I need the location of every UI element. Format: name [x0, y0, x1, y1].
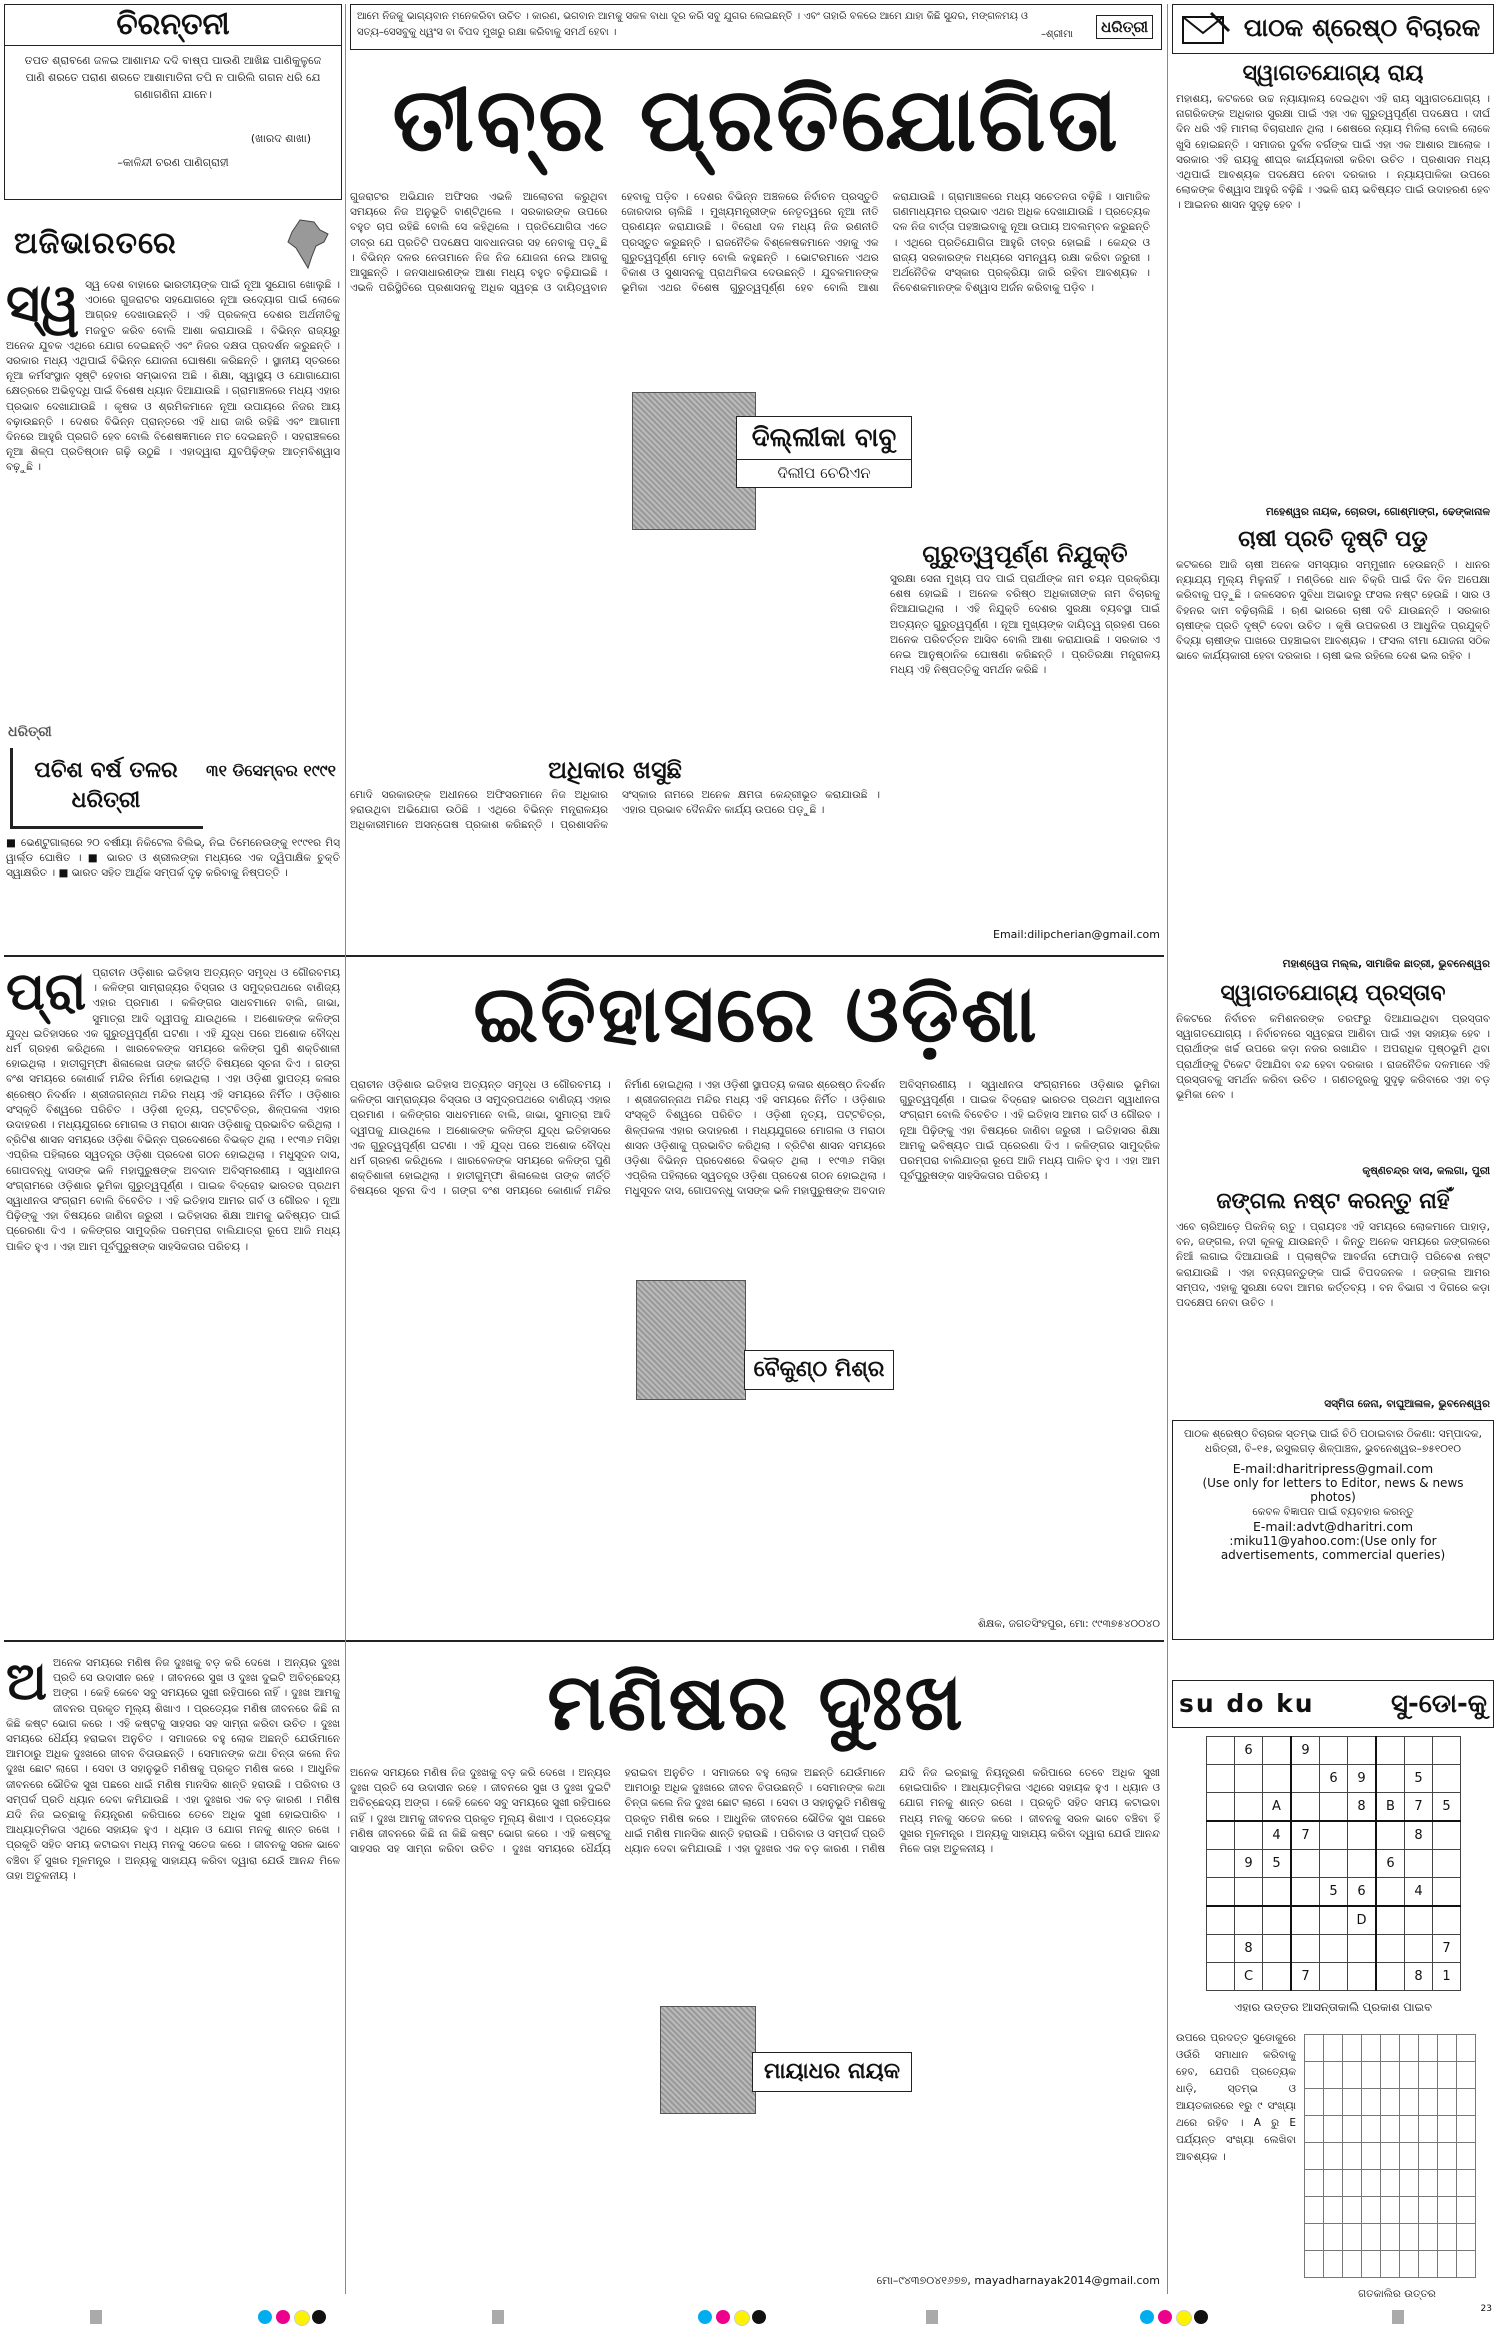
answer-cell — [1419, 2062, 1438, 2089]
advt-label: କେବଳ ବିଜ୍ଞାପନ ପାଇଁ ବ୍ୟବହାର କରନ୍ତୁ — [1252, 1506, 1414, 1518]
sudoku-answer-note: ଏହାର ଉତ୍ତର ଆସନ୍ତାକାଲି ପ୍ରକାଶ ପାଇବ — [1234, 2000, 1432, 2014]
author-photo-mayadhar — [660, 2006, 756, 2114]
sudoku-cell — [1263, 1765, 1292, 1793]
gray-bar-2 — [492, 2310, 504, 2324]
sudoku-cell — [1376, 1906, 1405, 1935]
answer-cell — [1419, 2089, 1438, 2116]
answer-cell — [1400, 2170, 1419, 2197]
answer-cell — [1400, 2197, 1419, 2224]
answer-cell — [1381, 2089, 1400, 2116]
sudoku-cell — [1433, 1765, 1461, 1793]
sudoku-cell — [1376, 1935, 1405, 1963]
sudoku-cell — [1207, 1935, 1235, 1963]
reader-s3-text: ନିକଟରେ ନିର୍ବାଚନ କମିଶନରଙ୍କ ତରଫରୁ ଦିଆଯାଇଥିବା ପ୍ରସ୍ତାବ ସ୍ୱାଗତଯୋଗ୍ୟ । ନିର୍ବାଚନରେ ସ୍ୱଚ୍ଛତା ଆଣିବା ପାଇଁ ଏହା ସହାୟକ ହେବ । ପ୍ରାର୍ଥୀଙ୍କ ଖର୍ଚ୍ଚ ଉପରେ କଡ଼ା ନଜର ରଖାଯିବ । ଅପରାଧିକ ପୃଷ୍ଠଭୂମି ଥିବା ପ୍ରାର୍ଥୀଙ୍କୁ ଟିକେଟ ଦିଆଯିବା ବନ୍ଦ ହେବା ଦରକାର । ରାଜନୈତିକ ଦଳମାନେ ଏହି ପ୍ରସ୍ତାବକୁ ସମର୍ଥନ କରିବା ଉଚିତ । ଗଣତନ୍ତ୍ରକୁ ସୁଦୃଢ଼ କରିବାରେ ଏହା ବଡ଼ ଭୂମିକା ନେବ । — [1176, 1013, 1490, 1102]
sudoku-cell: 5 — [1263, 1850, 1292, 1878]
answer-cell — [1305, 2116, 1324, 2143]
article1-sub1 — [890, 536, 1160, 982]
sudoku-cell — [1263, 1737, 1292, 1765]
sudoku-cell — [1235, 1906, 1263, 1935]
baikuntha-name: ବୈକୁଣ୍ଠ ମିଶ୍ର — [753, 1357, 885, 1382]
sudoku-cell — [1433, 1737, 1461, 1765]
reader-banner — [1172, 4, 1494, 54]
answer-cell — [1305, 2035, 1324, 2062]
sudoku-cell — [1348, 1737, 1377, 1765]
answer-cell — [1324, 2224, 1343, 2251]
answer-cell — [1457, 2251, 1476, 2278]
sudoku-cell: 7 — [1405, 1793, 1433, 1822]
answer-cell — [1400, 2224, 1419, 2251]
sudoku-cell — [1405, 1935, 1433, 1963]
sudoku-cell — [1376, 1963, 1405, 1991]
sudoku-cell — [1263, 1963, 1292, 1991]
sudoku-cell — [1291, 1935, 1320, 1963]
india-map-icon — [280, 216, 336, 276]
sudoku-cell — [1291, 1878, 1320, 1907]
chirantani-poem: ତପତ ଶ୍ରାବଣେ ଜଳଇ ଆଶାମନ୍ଦ ଦଦି ବାଷ୍ପ ପାଉଣି ଆଖିଛ ପାଣିକୁଳୁଜେ ପାଣି ଶରତେ ପରାଣ ଶରତେ ଆଶାମାତିନା ତପି ନ ପାରିଲି ଗଗନ ଧରି ଯେ ଗଣାଗଣିନା ଯାନେ। — [24, 54, 322, 101]
manishara-body: ଅନେକ ସମୟରେ ମଣିଷ ନିଜ ଦୁଃଖକୁ ବଡ଼ କରି ଦେଖେ । ଅନ୍ୟର ଦୁଃଖ ପ୍ରତି ସେ ଉଦାସୀନ ରହେ । ଜୀବନରେ ସୁଖ ଓ ଦୁଃଖ ଦୁଇଟି ଅବିଚ୍ଛେଦ୍ୟ ଅଙ୍ଗ । କେହି କେବେ ସବୁ ସମୟରେ ସୁଖୀ ରହିପାରେ ନାହିଁ । ଦୁଃଖ ଆମକୁ ଜୀବନର ପ୍ରକୃତ ମୂଲ୍ୟ ଶିଖାଏ । ପ୍ରତ୍ୟେକ ମଣିଷ ଜୀବନରେ କିଛି ନା କିଛି କଷ୍ଟ ଭୋଗ କରେ । ଏହି କଷ୍ଟକୁ ସାହସର ସହ ସାମ୍ନା କରିବା ଉଚିତ । ଦୁଃଖ ସମୟରେ ଧୈର୍ଯ୍ୟ ହରାଇବା ଅନୁଚିତ । ସମାଜରେ ବହୁ ଲୋକ ଅଛନ୍ତି ଯେଉଁମାନେ ଆମଠାରୁ ଅଧିକ ଦୁଃଖରେ ଜୀବନ ବିତାଉଛନ୍ତି । ସେମାନଙ୍କ କଥା ଚିନ୍ତା କଲେ ନିଜ ଦୁଃଖ ଛୋଟ ଲାଗେ । ସେବା ଓ ସହାନୁଭୂତି ମଣିଷକୁ ପ୍ରକୃତ ମଣିଷ କରେ । ଆଧୁନିକ ଜୀବନରେ ଭୌତିକ ସୁଖ ପଛରେ ଧାଇଁ ମଣିଷ ମାନସିକ ଶାନ୍ତି ହରାଉଛି । ପରିବାର ଓ ସମ୍ପର୍କ ପ୍ରତି ଧ୍ୟାନ ଦେବା କମିଯାଉଛି । ଏହା ଦୁଃଖର ଏକ ବଡ଼ କାରଣ । ମଣିଷ ଯଦି ନିଜ ଇଚ୍ଛାକୁ ନିୟନ୍ତ୍ରଣ କରିପାରେ ତେବେ ଅଧିକ ସୁଖୀ ହୋଇପାରିବ । ଆଧ୍ୟାତ୍ମିକତା ଏଥିରେ ସହାୟକ ହୁଏ । ଧ୍ୟାନ ଓ ଯୋଗ ମନକୁ ଶାନ୍ତ ରଖେ । ପ୍ରକୃତି ସହିତ ସମୟ କଟାଇବା ମଧ୍ୟ ମନକୁ ସତେଜ କରେ । ଜୀବନକୁ ସରଳ ଭାବେ ବଞ୍ଚିବା ହିଁ ସୁଖର ମୂଳମନ୍ତ୍ର । ଅନ୍ୟକୁ ସାହାଯ୍ୟ କରିବା ଦ୍ୱାରା ଯେଉଁ ଆନନ୍ଦ ମିଳେ ତାହା ଅତୁଳନୀୟ । — [6, 1657, 340, 1882]
editor-email-note: (Use only for letters to Editor, news & news photos) — [1202, 1476, 1464, 1504]
answer-cell — [1400, 2035, 1419, 2062]
chirantani-box — [4, 4, 342, 200]
quote-credit: –ଶ୍ରୀମା — [1041, 29, 1073, 40]
answer-cell — [1362, 2170, 1381, 2197]
answer-cell — [1457, 2143, 1476, 2170]
sudoku-cell — [1348, 1963, 1377, 1991]
answer-cell — [1362, 2116, 1381, 2143]
sudoku-cell — [1207, 1793, 1235, 1822]
reader-s3-title: ସ୍ୱାଗତଯୋଗ୍ୟ ପ୍ରସ୍ତାବ — [1220, 981, 1446, 1006]
pachisa-logo: ଧରିତ୍ରୀ — [8, 724, 52, 740]
sudoku-cell — [1291, 1850, 1320, 1878]
answer-cell — [1457, 2116, 1476, 2143]
ajibhaba-dropcap: ସ୍ୱ — [6, 278, 80, 334]
answer-cell — [1438, 2089, 1457, 2116]
sudoku-cell: A — [1263, 1793, 1292, 1822]
vrule-1 — [345, 4, 346, 2294]
answer-cell — [1324, 2143, 1343, 2170]
sudoku-cell — [1320, 1821, 1348, 1850]
sudoku-cell — [1291, 1765, 1320, 1793]
itihasa-text-columns: ପ୍ରାଚୀନ ଓଡ଼ିଶାର ଇତିହାସ ଅତ୍ୟନ୍ତ ସମୃଦ୍ଧ ଓ ଗୌରବମୟ । କଳିଙ୍ଗ ସାମ୍ରାଜ୍ୟର ବିସ୍ତାର ଓ ସମୁଦ୍ରପଥରେ ବାଣିଜ୍ୟ ଏହାର ପ୍ରମାଣ । କଳିଙ୍ଗର ସାଧବମାନେ ବାଲି, ଜାଭା, ସୁମାତ୍ରା ଆଦି ଦ୍ୱୀପକୁ ଯାଉଥିଲେ । ଅଶୋକଙ୍କ କଳିଙ୍ଗ ଯୁଦ୍ଧ ଇତିହାସରେ ଏକ ଗୁରୁତ୍ୱପୂର୍ଣ୍ଣ ଘଟଣା । ଏହି ଯୁଦ୍ଧ ପରେ ଅଶୋକ ବୌଦ୍ଧ ଧର୍ମ ଗ୍ରହଣ କରିଥିଲେ । ଖାରବେଳଙ୍କ ସମୟରେ କଳିଙ୍ଗ ପୁଣି ଶକ୍ତିଶାଳୀ ହୋଇଥିଲା । ହାତୀଗୁମ୍ଫା ଶିଳାଲେଖ ତାଙ୍କ କୀର୍ତ୍ତି ବିଷୟରେ ସୂଚନା ଦିଏ । ଗଙ୍ଗ ବଂଶ ସମୟରେ କୋଣାର୍କ ମନ୍ଦିର ନିର୍ମାଣ ହୋଇଥିଲା । ଏହା ଓଡ଼ିଶୀ ସ୍ଥାପତ୍ୟ କଳାର ଶ୍ରେଷ୍ଠ ନିଦର୍ଶନ । ଶ୍ରୀଜଗନ୍ନାଥ ମନ୍ଦିର ମଧ୍ୟ ଏହି ସମୟରେ ନିର୍ମିତ । ଓଡ଼ିଶାର ସଂସ୍କୃତି ବିଶ୍ୱରେ ପରିଚିତ । ଓଡ଼ିଶୀ ନୃତ୍ୟ, ପଟ୍ଟଚିତ୍ର, ଶିଳ୍ପକଳା ଏହାର ଉଦାହରଣ । ମଧ୍ୟଯୁଗରେ ମୋଗଲ ଓ ମରାଠା ଶାସନ ଓଡ଼ିଶାକୁ ପ୍ରଭାବିତ କରିଥିଲା । ବ୍ରିଟିଶ ଶାସନ ସମୟରେ ଓଡ଼ିଶା ବିଭିନ୍ନ ପ୍ରଦେଶରେ ବିଭକ୍ତ ଥିଲା । ୧୯୩୬ ମସିହା ଏପ୍ରିଲ ପହିଲାରେ ସ୍ୱତନ୍ତ୍ର ଓଡ଼ିଶା ପ୍ରଦେଶ ଗଠନ ହୋଇଥିଲା । ମଧୁସୂଦନ ଦାସ, ଗୋପବନ୍ଧୁ ଦାସଙ୍କ ଭଳି ମହାପୁରୁଷଙ୍କ ଅବଦାନ ଅବିସ୍ମରଣୀୟ । ସ୍ୱାଧୀନତା ସଂଗ୍ରାମରେ ଓଡ଼ିଶାର ଭୂମିକା ଗୁରୁତ୍ୱପୂର୍ଣ୍ଣ । ପାଇକ ବିଦ୍ରୋହ ଭାରତର ପ୍ରଥମ ସ୍ୱାଧୀନତା ସଂଗ୍ରାମ ବୋଲି ବିବେଚିତ । ଏହି ଇତିହାସ ଆମର ଗର୍ବ ଓ ଗୌରବ । ନୂଆ ପିଢ଼ିଙ୍କୁ ଏହା ବିଷୟରେ ଜାଣିବା ଜରୁରୀ । ଇତିହାସର ଶିକ୍ଷା ଆମକୁ ଭବିଷ୍ୟତ ପାଇଁ ପ୍ରେରଣା ଦିଏ । କଳିଙ୍ଗର ସାମୁଦ୍ରିକ ପରମ୍ପରା ବାଲିଯାତ୍ରା ରୂପେ ଆଜି ମଧ୍ୟ ପାଳିତ ହୁଏ । ଏହା ଆମ ପୂର୍ବପୁରୁଷଙ୍କ ସାହସିକତାର ପରିଚୟ । — [350, 1079, 1160, 1198]
answer-cell — [1362, 2143, 1381, 2170]
answer-cell — [1324, 2251, 1343, 2278]
sudoku-cell: 7 — [1291, 1963, 1320, 1991]
sudoku-cell — [1320, 1935, 1348, 1963]
answer-cell — [1457, 2089, 1476, 2116]
page-number: 23 — [1480, 2304, 1492, 2314]
pachisa-text: ■ ଭେଣ୍ଟୁଗାଲାରେ ୨୦ ବର୍ଷୀୟା ନିକିଟେଲ ବିଲିଭ୍, ନିଇ ତିମେନେଉଙ୍କୁ ୧୯୯୧ର ମିସ୍ ୱାର୍ଲ୍ଡ ଘୋଷିତ । ■ ଭାରତ ଓ ଶ୍ରୀଲଙ୍କା ମଧ୍ୟରେ ଏକ ଦ୍ୱିପାକ୍ଷିକ ଚୁକ୍ତି ସ୍ୱାକ୍ଷରିତ । ■ ଭାରତ ସହିତ ଆର୍ଥିକ ସମ୍ପର୍କ ଦୃଢ଼ କରିବାକୁ ନିଷ୍ପତ୍ତି । — [6, 837, 340, 880]
reader-address: ପାଠକ ଶ୍ରେଷ୍ଠ ବିଚାରକ ସ୍ତମ୍ଭ ପାଇଁ ଚିଠି ପଠାଇବାର ଠିକଣା: ସମ୍ପାଦକ, ଧରିତ୍ରୀ, ବି–୧୫, ରସୁଲଗଡ଼ ଶିଳ୍ପାଞ୍ଚଳ, ଭୁବନେଶ୍ୱର–୭୫୧୦୧୦ — [1183, 1428, 1483, 1455]
sudoku-cell: 7 — [1291, 1821, 1320, 1850]
sudoku-cell: 9 — [1348, 1765, 1377, 1793]
sudoku-cell — [1348, 1821, 1377, 1850]
manishara-headline: ମଣିଷର ଦୁଃଖ — [547, 1658, 965, 1748]
pachisa-box — [4, 724, 342, 832]
sub1-title: ଗୁରୁତ୍ୱପୂର୍ଣ୍ଣ ନିଯୁକ୍ତି — [922, 540, 1128, 568]
itihasa-body: ପ୍ରାଚୀନ ଓଡ଼ିଶାର ଇତିହାସ ଅତ୍ୟନ୍ତ ସମୃଦ୍ଧ ଓ ଗୌରବମୟ । କଳିଙ୍ଗ ସାମ୍ରାଜ୍ୟର ବିସ୍ତାର ଓ ସମୁଦ୍ରପଥରେ ବାଣିଜ୍ୟ ଏହାର ପ୍ରମାଣ । କଳିଙ୍ଗର ସାଧବମାନେ ବାଲି, ଜାଭା, ସୁମାତ୍ରା ଆଦି ଦ୍ୱୀପକୁ ଯାଉଥିଲେ । ଅଶୋକଙ୍କ କଳିଙ୍ଗ ଯୁଦ୍ଧ ଇତିହାସରେ ଏକ ଗୁରୁତ୍ୱପୂର୍ଣ୍ଣ ଘଟଣା । ଏହି ଯୁଦ୍ଧ ପରେ ଅଶୋକ ବୌଦ୍ଧ ଧର୍ମ ଗ୍ରହଣ କରିଥିଲେ । ଖାରବେଳଙ୍କ ସମୟରେ କଳିଙ୍ଗ ପୁଣି ଶକ୍ତିଶାଳୀ ହୋଇଥିଲା । ହାତୀଗୁମ୍ଫା ଶିଳାଲେଖ ତାଙ୍କ କୀର୍ତ୍ତି ବିଷୟରେ ସୂଚନା ଦିଏ । ଗଙ୍ଗ ବଂଶ ସମୟରେ କୋଣାର୍କ ମନ୍ଦିର ନିର୍ମାଣ ହୋଇଥିଲା । ଏହା ଓଡ଼ିଶୀ ସ୍ଥାପତ୍ୟ କଳାର ଶ୍ରେଷ୍ଠ ନିଦର୍ଶନ । ଶ୍ରୀଜଗନ୍ନାଥ ମନ୍ଦିର ମଧ୍ୟ ଏହି ସମୟରେ ନିର୍ମିତ । ଓଡ଼ିଶାର ସଂସ୍କୃତି ବିଶ୍ୱରେ ପରିଚିତ । ଓଡ଼ିଶୀ ନୃତ୍ୟ, ପଟ୍ଟଚିତ୍ର, ଶିଳ୍ପକଳା ଏହାର ଉଦାହରଣ । ମଧ୍ୟଯୁଗରେ ମୋଗଲ ଓ ମରାଠା ଶାସନ ଓଡ଼ିଶାକୁ ପ୍ରଭାବିତ କରିଥିଲା । ବ୍ରିଟିଶ ଶାସନ ସମୟରେ ଓଡ଼ିଶା ବିଭିନ୍ନ ପ୍ରଦେଶରେ ବିଭକ୍ତ ଥିଲା । ୧୯୩୬ ମସିହା ଏପ୍ରିଲ ପହିଲାରେ ସ୍ୱତନ୍ତ୍ର ଓଡ଼ିଶା ପ୍ରଦେଶ ଗଠନ ହୋଇଥିଲା । ମଧୁସୂଦନ ଦାସ, ଗୋପବନ୍ଧୁ ଦାସଙ୍କ ଭଳି ମହାପୁରୁଷଙ୍କ ଅବଦାନ ଅବିସ୍ମରଣୀୟ । ସ୍ୱାଧୀନତା ସଂଗ୍ରାମରେ ଓଡ଼ିଶାର ଭୂମିକା ଗୁରୁତ୍ୱପୂର୍ଣ୍ଣ । ପାଇକ ବିଦ୍ରୋହ ଭାରତର ପ୍ରଥମ ସ୍ୱାଧୀନତା ସଂଗ୍ରାମ ବୋଲି ବିବେଚିତ । ଏହି ଇତିହାସ ଆମର ଗର୍ବ ଓ ଗୌରବ । ନୂଆ ପିଢ଼ିଙ୍କୁ ଏହା ବିଷୟରେ ଜାଣିବା ଜରୁରୀ । ଇତିହାସର ଶିକ୍ଷା ଆମକୁ ଭବିଷ୍ୟତ ପାଇଁ ପ୍ରେରଣା ଦିଏ । କଳିଙ୍ଗର ସାମୁଦ୍ରିକ ପରମ୍ପରା ବାଲିଯାତ୍ରା ରୂପେ ଆଜି ମଧ୍ୟ ପାଳିତ ହୁଏ । ଏହା ଆମ ପୂର୍ବପୁରୁଷଙ୍କ ସାହସିକତାର ପରିଚୟ । — [6, 967, 340, 1253]
answer-cell — [1305, 2251, 1324, 2278]
answer-cell — [1438, 2143, 1457, 2170]
sudoku-prev-label: ଗତକାଲିର ଉତ୍ତର — [1358, 2288, 1436, 2300]
answer-cell — [1324, 2035, 1343, 2062]
sudoku-cell: 6 — [1320, 1765, 1348, 1793]
answer-cell — [1457, 2224, 1476, 2251]
sudoku-cell — [1207, 1765, 1235, 1793]
sudoku-cell — [1207, 1850, 1235, 1878]
sub2-text: ମୋଦି ସରକାରଙ୍କ ଅଧୀନରେ ଅଫିସରମାନେ ନିଜ ଅଧିକାର ହରାଉଥିବା ଅଭିଯୋଗ ଉଠିଛି । ଏଥିରେ ବିଭିନ୍ନ ମନ୍ତ୍ରାଳୟର ଅଧିକାରୀମାନେ ଅସନ୍ତୋଷ ପ୍ରକାଶ କରିଛନ୍ତି । ପ୍ରଶାସନିକ ସଂସ୍କାର ନାମରେ ଅନେକ କ୍ଷମତା କେନ୍ଦ୍ରୀଭୂତ କରାଯାଉଛି । ଏହାର ପ୍ରଭାବ ଦୈନନ୍ଦିନ କାର୍ଯ୍ୟ ଉପରେ ପଡ଼ୁଛି । — [350, 789, 880, 832]
reg-mark-2 — [698, 2310, 778, 2324]
answer-cell — [1438, 2116, 1457, 2143]
manishara-contact: ମୋ–୯୪୩୭୦୪୧୬୭୭, mayadharnayak2014@gmail.com — [876, 2274, 1160, 2287]
pachisa-date: ୩୧ ଡିସେମ୍ବର ୧୯୯୧ — [206, 761, 336, 780]
sudoku-cell: 9 — [1235, 1850, 1263, 1878]
answer-cell — [1324, 2116, 1343, 2143]
reader-s3-sign: କୃଷ୍ଣଚନ୍ଦ୍ର ଦାସ, କଲଗା, ପୁରୀ — [1362, 1165, 1490, 1177]
itihasa-headline: ଇତିହାସରେ ଓଡ଼ିଶା — [473, 970, 1039, 1060]
answer-cell — [1305, 2089, 1324, 2116]
answer-cell — [1457, 2197, 1476, 2224]
reader-s1-sign: ମହେଶ୍ୱର ନାୟକ, ଚୋରଡା, ଗୋଶ୍ମାଙ୍ଗ, ଢେଙ୍କାନାଳ — [1265, 506, 1490, 518]
sudoku-header — [1172, 1680, 1494, 1728]
sudoku-cell: 6 — [1235, 1737, 1263, 1765]
gray-bar-3 — [926, 2310, 938, 2324]
answer-cell — [1419, 2197, 1438, 2224]
reg-mark-3 — [1140, 2310, 1220, 2324]
sudoku-cell — [1207, 1963, 1235, 1991]
answer-cell — [1419, 2143, 1438, 2170]
answer-cell — [1305, 2224, 1324, 2251]
sudoku-title-right: ସୁ-ଡୋ-କୁ — [1391, 1689, 1487, 1719]
ajibhaba-text — [6, 278, 340, 718]
answer-cell — [1381, 2251, 1400, 2278]
sudoku-cell — [1235, 1765, 1263, 1793]
quote-text: ଆମେ ନିଜକୁ ଭାଗ୍ୟବାନ ମନେକରିବା ଉଚିତ । କାରଣ, ଭଗବାନ ଆମକୁ ସକଳ ବାଧା ଦୂର କରି ସବୁ ଯୁଗର ଲେଇଛନ୍ତି । ଏବଂ ତାହାରି ବଳରେ ଆମେ ଯାହା କିଛି ସୁନ୍ଦର, ମଙ୍ଗଳମୟ ଓ ସତ୍ୟ–ସେସବୁକୁ ଧ୍ୱଂସ ବା ବିପଦ ମୁଖରୁ ରକ୍ଷା କରିବାକୁ ସମର୍ଥ ହେବା । — [357, 11, 1028, 38]
sudoku-cell — [1207, 1878, 1235, 1907]
sudoku-cell — [1433, 1850, 1461, 1878]
sudoku-cell — [1376, 1821, 1405, 1850]
sudoku-cell — [1291, 1793, 1320, 1822]
reader-s4-text: ଏବେ ଚାରିଆଡ଼େ ପିକନିକ୍ ଋତୁ । ପ୍ରାୟତଃ ଏହି ସମୟରେ ଲୋକମାନେ ପାହାଡ଼, ବନ, ଜଙ୍ଗଲ, ନଦୀ କୂଳକୁ ଯାଉଛନ୍ତି । କିନ୍ତୁ ଅନେକ ସମୟରେ ଜଙ୍ଗଲରେ ନିଆଁ ଲଗାଇ ଦିଆଯାଉଛି । ପ୍ଲାଷ୍ଟିକ ଆବର୍ଜନା ଫୋପାଡ଼ି ପରିବେଶ ନଷ୍ଟ କରାଯାଉଛି । ଏହା ବନ୍ୟଜନ୍ତୁଙ୍କ ପାଇଁ ବିପଦଜନକ । ଜଙ୍ଗଲ ଆମର ସମ୍ପଦ, ଏହାକୁ ସୁରକ୍ଷା ଦେବା ଆମର କର୍ତ୍ତବ୍ୟ । ବନ ବିଭାଗ ଏ ଦିଗରେ କଡ଼ା ପଦକ୍ଷେପ ନେବା ଉଚିତ । — [1176, 1221, 1490, 1310]
sudoku-cell: 8 — [1235, 1935, 1263, 1963]
sudoku-cell — [1376, 1878, 1405, 1907]
answer-cell — [1324, 2062, 1343, 2089]
answer-cell — [1305, 2170, 1324, 2197]
sudoku-cell — [1405, 1906, 1433, 1935]
sudoku-cell — [1320, 1737, 1348, 1765]
reader-address-box — [1172, 1420, 1494, 1640]
answer-cell — [1362, 2035, 1381, 2062]
sudoku-cell — [1207, 1821, 1235, 1850]
sudoku-cell — [1348, 1935, 1377, 1963]
author-name: ଦିଲ୍ଲୀକା ବାବୁ — [751, 423, 897, 453]
dilip-email[interactable]: Email:dilipcherian@gmail.com — [993, 928, 1160, 941]
sudoku-cell: 1 — [1433, 1963, 1461, 1991]
sudoku-cell — [1405, 1850, 1433, 1878]
dharitri-logo: ଧରିତ୍ରୀ — [1096, 15, 1153, 39]
answer-cell — [1362, 2224, 1381, 2251]
answer-cell — [1400, 2089, 1419, 2116]
sudoku-prev-answer — [1304, 2034, 1476, 2278]
advt-email-2[interactable]: :miku11@yahoo.com:(Use only for advertisements, commercial queries) — [1220, 1534, 1446, 1562]
sudoku-cell — [1348, 1850, 1377, 1878]
answer-cell — [1343, 2116, 1362, 2143]
main-headline: ତୀବ୍ର ପ୍ରତିଯୋଗିତା — [392, 68, 1120, 171]
answer-cell — [1343, 2224, 1362, 2251]
answer-cell — [1381, 2035, 1400, 2062]
answer-cell — [1438, 2170, 1457, 2197]
reader-s2-sign: ମହାଶ୍ୱେତା ମଲ୍ଲ, ସାମାଜିକ ଛାତ୍ରୀ, ଭୁବନେଶ୍ୱର — [1282, 958, 1490, 970]
chirantani-source: (ଖାରଦ ଶାଖା) — [250, 132, 311, 145]
answer-cell — [1343, 2143, 1362, 2170]
reader-s1-text: ମହାଶୟ, କଟକରେ ଉଚ୍ଚ ନ୍ୟାୟାଳୟ ଦେଇଥିବା ଏହି ରାୟ ସ୍ୱାଗତଯୋଗ୍ୟ । ନାଗରିକଙ୍କ ଅଧିକାର ସୁରକ୍ଷା ପାଇଁ ଏହା ଏକ ଗୁରୁତ୍ୱପୂର୍ଣ୍ଣ ପଦକ୍ଷେପ । ଦୀର୍ଘ ଦିନ ଧରି ଏହି ମାମଲା ବିଚାରାଧୀନ ଥିଲା । ଶେଷରେ ନ୍ୟାୟ ମିଳିଲା ବୋଲି ଲୋକେ ଖୁସି ହୋଇଛନ୍ତି । ସମାଜର ଦୁର୍ବଳ ବର୍ଗଙ୍କ ପାଇଁ ଏହା ଏକ ଆଶାର ଆଲୋକ । ସରକାର ଏହି ରାୟକୁ ଶୀଘ୍ର କାର୍ଯ୍ୟକାରୀ କରିବା ଉଚିତ । ପ୍ରଶାସନ ମଧ୍ୟ ଏଥିପାଇଁ ଆବଶ୍ୟକ ପଦକ୍ଷେପ ନେବା ଦରକାର । ନ୍ୟାୟପାଳିକା ଉପରେ ଲୋକଙ୍କ ବିଶ୍ୱାସ ଆହୁରି ବଢ଼ିଛି । ଏଭଳି ରାୟ ଭବିଷ୍ୟତ ପାଇଁ ଉଦାହରଣ ହେବ । ଆଇନର ଶାସନ ସୁଦୃଢ଼ ହେବ । — [1176, 93, 1490, 212]
answer-cell — [1400, 2143, 1419, 2170]
answer-cell — [1457, 2170, 1476, 2197]
answer-cell — [1343, 2062, 1362, 2089]
sudoku-title-left: su do ku — [1179, 1689, 1315, 1718]
answer-cell — [1324, 2197, 1343, 2224]
sudoku-cell — [1263, 1878, 1292, 1907]
footer-marks — [0, 2304, 1500, 2330]
sudoku-cell — [1207, 1737, 1235, 1765]
answer-cell — [1438, 2197, 1457, 2224]
manishara-dropcap: ଅ — [6, 1656, 48, 1712]
answer-cell — [1305, 2062, 1324, 2089]
ajibhaba-title: ଅଜିଭାରତରେ — [14, 226, 177, 261]
mayadhar-name-box — [752, 2052, 912, 2092]
sudoku-instructions: ଉପରେ ପ୍ରଦତ୍ତ ସୁଡୋକୁରେ ଓଉଁରି ସମାଧାନ କରିବାକୁ ହେବ, ଯେପରି ପ୍ରତ୍ୟେକ ଧାଡ଼ି, ସ୍ତମ୍ଭ ଓ ଆୟତକାରରେ ୧ରୁ ୯ ସଂଖ୍ୟା ଥରେ ରହିବ । A ରୁ E ପର୍ଯ୍ୟନ୍ତ ସଂଖ୍ୟା ଲେଖିବା ଆବଶ୍ୟକ । — [1176, 2032, 1296, 2163]
answer-cell — [1381, 2170, 1400, 2197]
sudoku-cell — [1376, 1737, 1405, 1765]
sudoku-cell: 8 — [1348, 1793, 1377, 1822]
chirantani-author: –କାଳିନ୍ଦୀ ଚରଣ ପାଣିଗ୍ରାହୀ — [117, 156, 229, 169]
mayadhar-name: ମାୟାଧର ନାୟକ — [764, 2059, 900, 2084]
sudoku-cell — [1207, 1906, 1235, 1935]
sudoku-cell — [1405, 1737, 1433, 1765]
answer-cell — [1343, 2089, 1362, 2116]
sudoku-grid-wrap — [1206, 1736, 1461, 1991]
article1-text: ଗୁଜରାଟର ଅଭିଯାନ ଅଫିସର ଏଭଳି ଆଲୋଚନା କରୁଥିବା ସମୟରେ ନିଜ ଅନୁଭୂତି ବାଣ୍ଟିଥିଲେ । ସରକାରଙ୍କ ଉପରେ ବହୁତ ଚାପ ରହିଛି ବୋଲି ସେ କହିଥିଲେ । ପ୍ରତିଯୋଗିତା ଏତେ ତୀବ୍ର ଯେ ପ୍ରତିଟି ପଦକ୍ଷେପ ସାବଧାନତାର ସହ ନେବାକୁ ପଡ଼ୁଛି । ବିଭିନ୍ନ ଦଳର ନେତାମାନେ ନିଜ ନିଜ ଯୋଜନା ନେଇ ଆଗକୁ ଆସୁଛନ୍ତି । ଜନସାଧାରଣଙ୍କ ଆଶା ମଧ୍ୟ ବହୁତ ବଢ଼ିଯାଇଛି । ଏଭଳି ପରିସ୍ଥିତିରେ ପ୍ରଶାସନକୁ ଅଧିକ ସ୍ୱଚ୍ଛ ଓ ଦାୟିତ୍ୱବାନ ହେବାକୁ ପଡ଼ିବ । ଦେଶର ବିଭିନ୍ନ ଅଞ୍ଚଳରେ ନିର୍ବାଚନ ପ୍ରସ୍ତୁତି ଜୋରଦାର ଚାଲିଛି । ମୁଖ୍ୟମନ୍ତ୍ରୀଙ୍କ ନେତୃତ୍ୱରେ ନୂଆ ନୀତି ପ୍ରଣୟନ କରାଯାଉଛି । ବିରୋଧୀ ଦଳ ମଧ୍ୟ ନିଜ ରଣନୀତି ପ୍ରସ୍ତୁତ କରୁଛନ୍ତି । ରାଜନୈତିକ ବିଶ୍ଳେଷକମାନେ ଏହାକୁ ଏକ ଗୁରୁତ୍ୱପୂର୍ଣ୍ଣ ମୋଡ଼ ବୋଲି କହୁଛନ୍ତି । ଭୋଟରମାନେ ଏଥର ବିକାଶ ଓ ସୁଶାସନକୁ ପ୍ରାଥମିକତା ଦେଉଛନ୍ତି । ଯୁବକମାନଙ୍କ ଭୂମିକା ଏଥର ବିଶେଷ ଗୁରୁତ୍ୱପୂର୍ଣ୍ଣ ହେବ ବୋଲି ଆଶା କରାଯାଉଛି । ଗ୍ରାମାଞ୍ଚଳରେ ମଧ୍ୟ ସଚେତନତା ବଢ଼ିଛି । ସାମାଜିକ ଗଣମାଧ୍ୟମର ପ୍ରଭାବ ଏଥର ଅଧିକ ଦେଖାଯାଉଛି । ପ୍ରତ୍ୟେକ ଦଳ ନିଜ ବାର୍ତ୍ତା ପହଞ୍ଚାଇବାକୁ ନୂଆ ଉପାୟ ଅବଲମ୍ବନ କରୁଛନ୍ତି । ଏଥିରେ ପ୍ରତିଯୋଗିତା ଆହୁରି ତୀବ୍ର ହୋଇଛି । କେନ୍ଦ୍ର ଓ ରାଜ୍ୟ ସରକାରଙ୍କ ମଧ୍ୟରେ ସମନ୍ୱୟ ରକ୍ଷା କରିବା ଜରୁରୀ । ଅର୍ଥନୈତିକ ସଂସ୍କାର ପ୍ରକ୍ରିୟା ଜାରି ରହିବା ଆବଶ୍ୟକ । ନିବେଶକମାନଙ୍କ ବିଶ୍ୱାସ ଅର୍ଜନ କରିବାକୁ ପଡ଼ିବ । — [350, 191, 1150, 295]
answer-cell — [1305, 2143, 1324, 2170]
sudoku-cell: 6 — [1348, 1878, 1377, 1907]
sudoku-cell: D — [1348, 1906, 1377, 1935]
answer-cell — [1419, 2224, 1438, 2251]
itihasa-text-left — [6, 966, 340, 1630]
answer-cell — [1438, 2224, 1457, 2251]
answer-cell — [1400, 2062, 1419, 2089]
manishara-text-columns: ଅନେକ ସମୟରେ ମଣିଷ ନିଜ ଦୁଃଖକୁ ବଡ଼ କରି ଦେଖେ । ଅନ୍ୟର ଦୁଃଖ ପ୍ରତି ସେ ଉଦାସୀନ ରହେ । ଜୀବନରେ ସୁଖ ଓ ଦୁଃଖ ଦୁଇଟି ଅବିଚ୍ଛେଦ୍ୟ ଅଙ୍ଗ । କେହି କେବେ ସବୁ ସମୟରେ ସୁଖୀ ରହିପାରେ ନାହିଁ । ଦୁଃଖ ଆମକୁ ଜୀବନର ପ୍ରକୃତ ମୂଲ୍ୟ ଶିଖାଏ । ପ୍ରତ୍ୟେକ ମଣିଷ ଜୀବନରେ କିଛି ନା କିଛି କଷ୍ଟ ଭୋଗ କରେ । ଏହି କଷ୍ଟକୁ ସାହସର ସହ ସାମ୍ନା କରିବା ଉଚିତ । ଦୁଃଖ ସମୟରେ ଧୈର୍ଯ୍ୟ ହରାଇବା ଅନୁଚିତ । ସମାଜରେ ବହୁ ଲୋକ ଅଛନ୍ତି ଯେଉଁମାନେ ଆମଠାରୁ ଅଧିକ ଦୁଃଖରେ ଜୀବନ ବିତାଉଛନ୍ତି । ସେମାନଙ୍କ କଥା ଚିନ୍ତା କଲେ ନିଜ ଦୁଃଖ ଛୋଟ ଲାଗେ । ସେବା ଓ ସହାନୁଭୂତି ମଣିଷକୁ ପ୍ରକୃତ ମଣିଷ କରେ । ଆଧୁନିକ ଜୀବନରେ ଭୌତିକ ସୁଖ ପଛରେ ଧାଇଁ ମଣିଷ ମାନସିକ ଶାନ୍ତି ହରାଉଛି । ପରିବାର ଓ ସମ୍ପର୍କ ପ୍ରତି ଧ୍ୟାନ ଦେବା କମିଯାଉଛି । ଏହା ଦୁଃଖର ଏକ ବଡ଼ କାରଣ । ମଣିଷ ଯଦି ନିଜ ଇଚ୍ଛାକୁ ନିୟନ୍ତ୍ରଣ କରିପାରେ ତେବେ ଅଧିକ ସୁଖୀ ହୋଇପାରିବ । ଆଧ୍ୟାତ୍ମିକତା ଏଥିରେ ସହାୟକ ହୁଏ । ଧ୍ୟାନ ଓ ଯୋଗ ମନକୁ ଶାନ୍ତ ରଖେ । ପ୍ରକୃତି ସହିତ ସମୟ କଟାଇବା ମଧ୍ୟ ମନକୁ ସତେଜ କରେ । ଜୀବନକୁ ସରଳ ଭାବେ ବଞ୍ଚିବା ହିଁ ସୁଖର ମୂଳମନ୍ତ୍ର । ଅନ୍ୟକୁ ସାହାଯ୍ୟ କରିବା ଦ୍ୱାରା ଯେଉଁ ଆନନ୍ଦ ମିଳେ ତାହା ଅତୁଳନୀୟ । — [350, 1767, 1160, 1856]
ajibhaba-header — [4, 214, 342, 274]
answer-cell — [1438, 2035, 1457, 2062]
answer-cell — [1324, 2089, 1343, 2116]
answer-cell — [1381, 2116, 1400, 2143]
sudoku-cell — [1320, 1850, 1348, 1878]
answer-cell — [1419, 2170, 1438, 2197]
pachisa-title: ପଚିଶ ବର୍ଷ ତଳର ଧରିତ୍ରୀ — [34, 758, 178, 813]
answer-cell — [1343, 2197, 1362, 2224]
sub1-text: ସୁରକ୍ଷା ସେନା ମୁଖ୍ୟ ପଦ ପାଇଁ ପ୍ରାର୍ଥୀଙ୍କ ନାମ ଚୟନ ପ୍ରକ୍ରିୟା ଶେଷ ହୋଇଛି । ଅନେକ ବରିଷ୍ଠ ଅଧିକାରୀଙ୍କ ନାମ ବିଚାରକୁ ନିଆଯାଇଥିଲା । ଏହି ନିଯୁକ୍ତି ଦେଶର ସୁରକ୍ଷା ବ୍ୟବସ୍ଥା ପାଇଁ ଅତ୍ୟନ୍ତ ଗୁରୁତ୍ୱପୂର୍ଣ୍ଣ । ନୂଆ ମୁଖ୍ୟଙ୍କ ଦାୟିତ୍ୱ ଗ୍ରହଣ ପରେ ଅନେକ ପରିବର୍ତ୍ତନ ଆସିବ ବୋଲି ଆଶା କରାଯାଉଛି । ସରକାର ଏ ନେଇ ଆନୁଷ୍ଠାନିକ ଘୋଷଣା କରିଛନ୍ତି । ପ୍ରତିରକ୍ଷା ମନ୍ତ୍ରାଳୟ ମଧ୍ୟ ଏହି ନିଷ୍ପତ୍ତିକୁ ସମର୍ଥନ କରିଛି । — [890, 573, 1160, 677]
sudoku-cell: 8 — [1405, 1963, 1433, 1991]
sub2-title: ଅଧିକାର ଖସୁଛି — [548, 756, 682, 784]
itihasa-address: ଶିକ୍ଷକ, ଜଗତସିଂହପୁର, ମୋ: ୯୯୩୭୫୪୦୦୪୦ — [977, 1618, 1160, 1630]
quote-bar — [350, 4, 1162, 50]
answer-cell — [1343, 2035, 1362, 2062]
sudoku-cell: 5 — [1433, 1793, 1461, 1822]
ajibhaba-body: ସ୍ୱ ଦେଶ ବାହାରେ ଭାରତୀୟଙ୍କ ପାଇଁ ନୂଆ ସୁଯୋଗ ଖୋଲୁଛି । ଏଠାରେ ଗୁଜରାଟର ସହଯୋଗରେ ନୂଆ ଉଦ୍ୟୋଗ ପାଇଁ ଲୋକେ ଆଗ୍ରହ ଦେଖାଉଛନ୍ତି । ଏହି ପ୍ରକଳ୍ପ ଦେଶର ଅର୍ଥନୀତିକୁ ମଜବୁତ କରିବ ବୋଲି ଆଶା କରାଯାଉଛି । ବିଭିନ୍ନ ରାଜ୍ୟରୁ ଅନେକ ଯୁବକ ଏଥିରେ ଯୋଗ ଦେଇଛନ୍ତି ଏବଂ ନିଜର ଦକ୍ଷତା ପ୍ରଦର୍ଶନ କରୁଛନ୍ତି । ସରକାର ମଧ୍ୟ ଏଥିପାଇଁ ବିଭିନ୍ନ ଯୋଜନା ଘୋଷଣା କରିଛନ୍ତି । ସ୍ଥାନୀୟ ସ୍ତରରେ ନୂଆ କର୍ମସଂସ୍ଥାନ ସୃଷ୍ଟି ହେବାର ସମ୍ଭାବନା ଅଛି । ଶିକ୍ଷା, ସ୍ୱାସ୍ଥ୍ୟ ଓ ଯୋଗାଯୋଗ କ୍ଷେତ୍ରରେ ଅଭିବୃଦ୍ଧି ପାଇଁ ବିଶେଷ ଧ୍ୟାନ ଦିଆଯାଉଛି । ଗ୍ରାମାଞ୍ଚଳରେ ମଧ୍ୟ ଏହାର ପ୍ରଭାବ ଦେଖାଯାଉଛି । କୃଷକ ଓ ଶ୍ରମିକମାନେ ନୂଆ ଉପାୟରେ ନିଜର ଆୟ ବଢ଼ାଉଛନ୍ତି । ଦେଶର ବିଭିନ୍ନ ପ୍ରାନ୍ତରେ ଏହି ଧାରା ଜାରି ରହିଛି ଏବଂ ଆଗାମୀ ଦିନରେ ଆହୁରି ପ୍ରଗତି ହେବ ବୋଲି ବିଶେଷଜ୍ଞମାନେ ମତ ଦେଇଛନ୍ତି । ସହରାଞ୍ଚଳରେ ନୂଆ ଶିଳ୍ପ ପ୍ରତିଷ୍ଠାନ ଗଢ଼ି ଉଠୁଛି । ଏହାଦ୍ୱାରା ଯୁବପିଢ଼ିଙ୍କ ଆତ୍ମବିଶ୍ୱାସ ବଢ଼ୁଛି । — [6, 279, 340, 474]
answer-cell — [1419, 2035, 1438, 2062]
sudoku-cell: B — [1376, 1793, 1405, 1822]
advt-email[interactable]: E-mail:advt@dharitri.com — [1252, 1519, 1414, 1534]
sudoku-cell — [1433, 1821, 1461, 1850]
answer-cell — [1381, 2224, 1400, 2251]
sudoku-cell — [1320, 1906, 1348, 1935]
sudoku-cell — [1433, 1878, 1461, 1907]
sudoku-cell — [1235, 1878, 1263, 1907]
sudoku-cell: 8 — [1405, 1821, 1433, 1850]
reader-s2-text: କଟକରେ ଆଜି ଚାଷୀ ଅନେକ ସମସ୍ୟାର ସମ୍ମୁଖୀନ ହେଉଛନ୍ତି । ଧାନର ନ୍ୟାଯ୍ୟ ମୂଲ୍ୟ ମିଳୁନାହିଁ । ମଣ୍ଡିରେ ଧାନ ବିକ୍ରି ପାଇଁ ଦିନ ଦିନ ଅପେକ୍ଷା କରିବାକୁ ପଡ଼ୁଛି । ଜଳସେଚନ ସୁବିଧା ଅଭାବରୁ ଫସଲ ନଷ୍ଟ ହେଉଛି । ସାର ଓ ବିହନର ଦାମ ବଢ଼ିଚାଲିଛି । ଋଣ ଭାରରେ ଚାଷୀ ଦବି ଯାଉଛନ୍ତି । ସରକାର ଚାଷୀଙ୍କ ପ୍ରତି ଦୃଷ୍ଟି ଦେବା ଉଚିତ । କୃଷି ଉପକରଣ ଓ ଆଧୁନିକ ପ୍ରଯୁକ୍ତି ବିଦ୍ୟା ଚାଷୀଙ୍କ ପାଖରେ ପହଞ୍ଚାଇବା ଆବଶ୍ୟକ । ଫସଲ ବୀମା ଯୋଜନା ସଠିକ ଭାବେ କାର୍ଯ୍ୟକାରୀ ହେବା ଦରକାର । ଚାଷୀ ଭଲ ରହିଲେ ଦେଶ ଭଲ ରହିବ । — [1176, 559, 1490, 663]
sudoku-cell — [1235, 1821, 1263, 1850]
sudoku-cell: 6 — [1376, 1850, 1405, 1878]
baikuntha-name-box — [744, 1350, 894, 1390]
gray-bar-4 — [1392, 2310, 1404, 2324]
answer-cell — [1343, 2251, 1362, 2278]
envelope-icon — [1181, 11, 1231, 47]
sudoku-grid — [1206, 1736, 1461, 1991]
sudoku-cell: 5 — [1320, 1878, 1348, 1907]
vrule-2 — [1167, 4, 1168, 2294]
sudoku-cell — [1263, 1906, 1292, 1935]
answer-cell — [1457, 2035, 1476, 2062]
answer-cell — [1362, 2197, 1381, 2224]
sudoku-cell: 9 — [1291, 1737, 1320, 1765]
article1-sub2 — [350, 752, 880, 968]
sudoku-cell: 5 — [1405, 1765, 1433, 1793]
answer-cell — [1324, 2170, 1343, 2197]
sudoku-cell — [1291, 1906, 1320, 1935]
answer-cell — [1419, 2116, 1438, 2143]
divider-1 — [4, 955, 1164, 957]
manishara-text-left — [6, 1656, 340, 2284]
answer-cell — [1381, 2197, 1400, 2224]
sudoku-cell: 4 — [1405, 1878, 1433, 1907]
chirantani-title: ଚିରନ୍ତନୀ — [5, 5, 341, 46]
divider-2 — [4, 1640, 1164, 1642]
reader-banner-title: ପାଠକ ଶ୍ରେଷ୍ଠ ବିଚାରକ — [1243, 13, 1481, 42]
sudoku-cell — [1376, 1765, 1405, 1793]
sudoku-cell — [1320, 1963, 1348, 1991]
itihasa-dropcap: ପ୍ରା — [6, 966, 87, 1022]
answer-cell — [1457, 2062, 1476, 2089]
author-sub: ଦିଲୀପ ଚେରିଏନ — [737, 459, 911, 486]
gray-bar-1 — [90, 2310, 102, 2324]
answer-cell — [1438, 2062, 1457, 2089]
reader-s4-sign: ସସ୍ମିତା ଜେନା, ବାଘୁଆଳାଳ, ଭୁବନେଶ୍ୱର — [1324, 1398, 1490, 1410]
prev-answer-grid — [1304, 2034, 1476, 2278]
reader-s4-title: ଜଙ୍ଗଲ ନଷ୍ଟ କରନ୍ତୁ ନାହିଁ — [1216, 1189, 1450, 1214]
reader-s1-title: ସ୍ୱାଗତଯୋଗ୍ୟ ରାୟ — [1242, 61, 1424, 86]
sudoku-cell: C — [1235, 1963, 1263, 1991]
sudoku-cell — [1320, 1793, 1348, 1822]
editor-email[interactable]: E-mail:dharitripress@gmail.com — [1232, 1461, 1434, 1476]
answer-cell — [1362, 2251, 1381, 2278]
answer-cell — [1381, 2143, 1400, 2170]
author-photo-baikuntha — [636, 1280, 746, 1400]
sudoku-cell — [1433, 1906, 1461, 1935]
answer-cell — [1381, 2062, 1400, 2089]
answer-cell — [1343, 2170, 1362, 2197]
reg-mark-1 — [258, 2310, 338, 2324]
sudoku-cell: 4 — [1263, 1821, 1292, 1850]
answer-cell — [1362, 2062, 1381, 2089]
answer-cell — [1305, 2197, 1324, 2224]
answer-cell — [1400, 2116, 1419, 2143]
reader-s2-title: ଚାଷୀ ପ୍ରତି ଦୃଷ୍ଟି ପଡୁ — [1238, 527, 1428, 552]
answer-cell — [1400, 2251, 1419, 2278]
sudoku-cell: 7 — [1433, 1935, 1461, 1963]
answer-cell — [1438, 2251, 1457, 2278]
sudoku-cell — [1263, 1935, 1292, 1963]
author-name-box — [736, 416, 912, 488]
answer-cell — [1419, 2251, 1438, 2278]
answer-cell — [1362, 2089, 1381, 2116]
sudoku-cell — [1235, 1793, 1263, 1822]
